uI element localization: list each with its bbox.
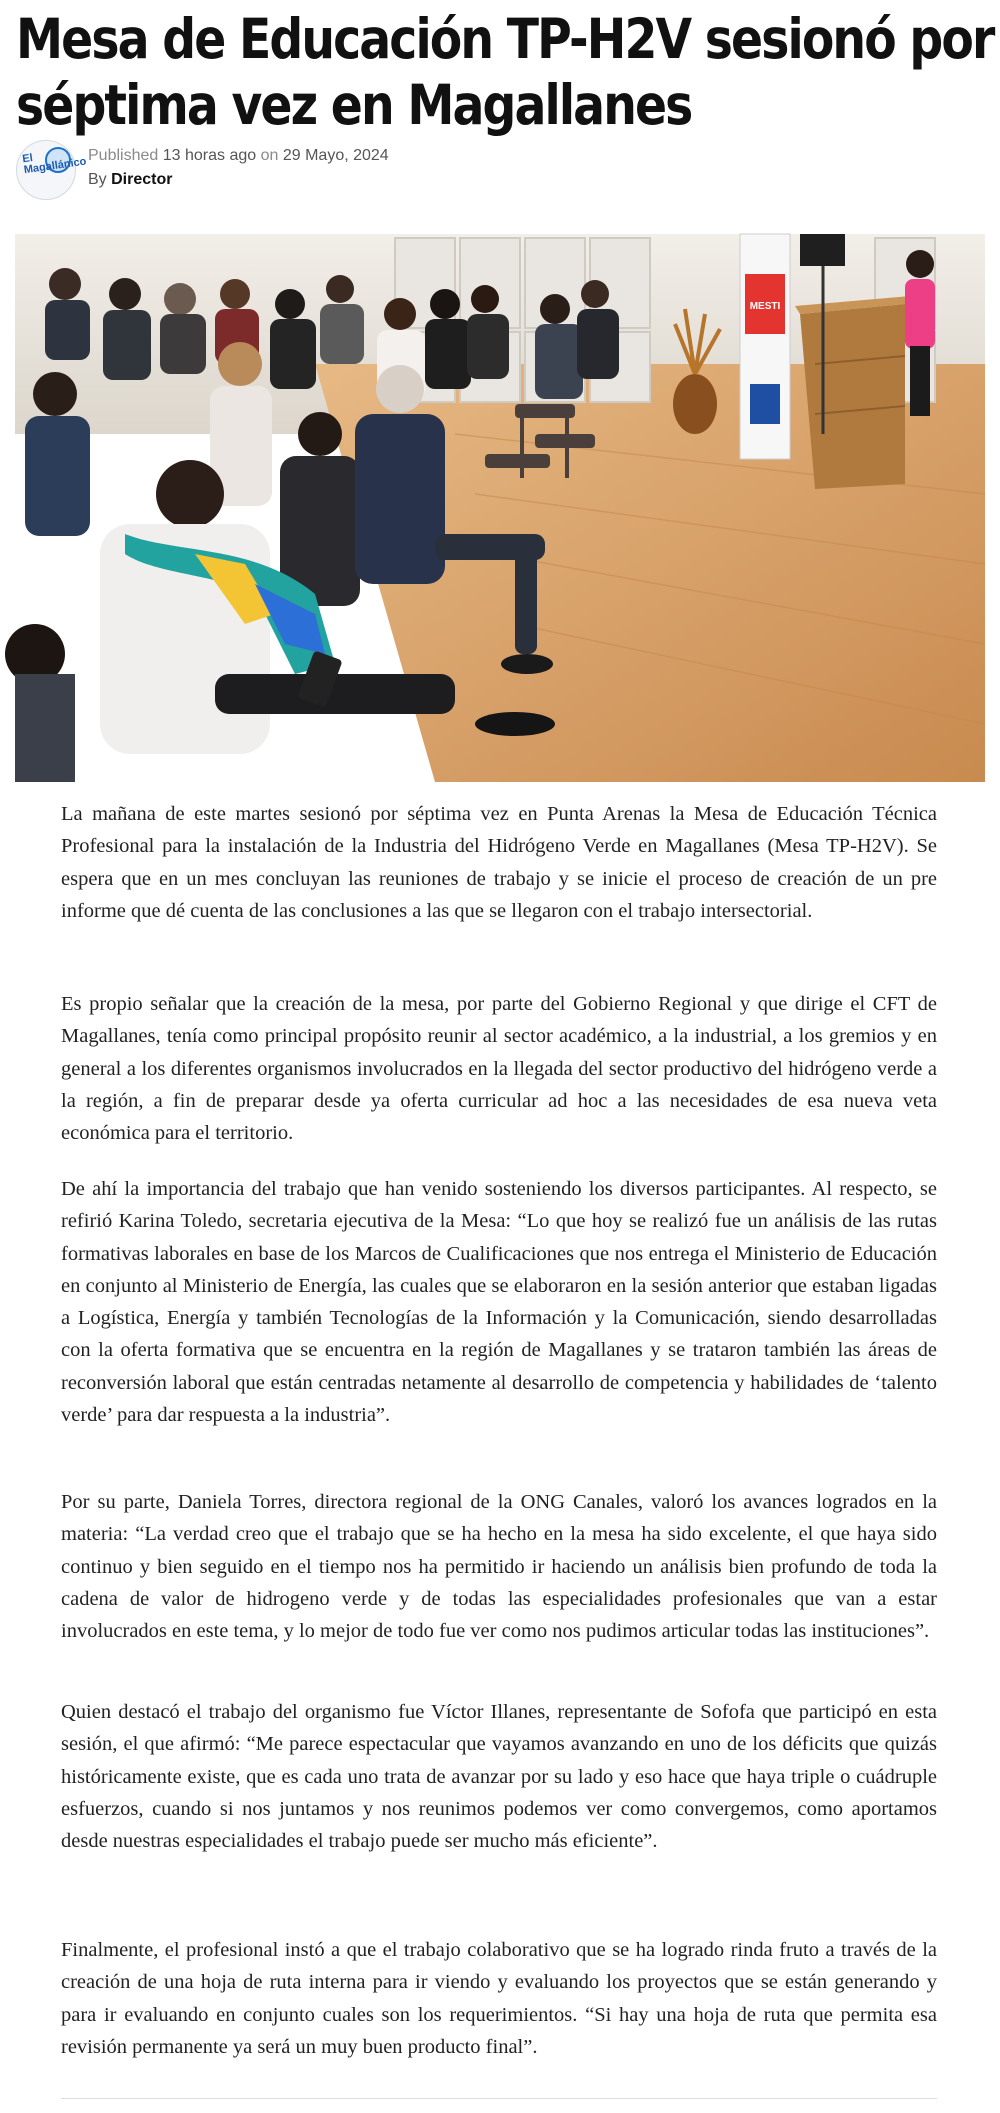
article-paragraph: Quien destacó el trabajo del organismo fue Víctor Illanes, representante de Sofofa que participó en esta sesión, el que afirmó: “Me parece espectacular que vayamos avanzando en uno de los déficits que quizás históricamente existe, que es cada uno trata de avanzar por su lado y eso hace que haya triple o cuádruple esfuerzos, cuando si nos juntamos y nos reunimos podemos ver como convergemos, como aportamos desde nuestras especialidades el trabajo puede ser mucho más eficiente”. — [61, 1701, 937, 1853]
publisher-logo[interactable] — [16, 140, 88, 200]
article-paragraph: Finalmente, el profesional instó a que el trabajo colaborativo que se ha logrado rinda fruto a través de la creación de una hoja de ruta interna para ir viendo y evaluando los proyectos que se están generando y para ir evaluando en conjunto cuales son los requerimientos. “Si hay una hoja de ruta que permita esa revisión permanente ya será un muy buen producto final”. — [61, 1939, 937, 2058]
published-date: 29 Mayo, 2024 — [282, 147, 389, 164]
banner-text: MESTI — [749, 301, 781, 312]
headline-line-1: Mesa de Educación TP-H2V sesionó por — [16, 7, 994, 71]
author-link[interactable]: Director — [111, 171, 173, 188]
publisher-logo-text: El Magallánico — [21, 152, 88, 177]
published-label: Published — [88, 147, 159, 164]
by-label: By — [88, 171, 107, 188]
article-headline — [16, 6, 994, 138]
article-paragraph: La mañana de este martes sesionó por séptima vez en Punta Arenas la Mesa de Educación Técnica Profesional para la instalación de la Industria del Hidrógeno Verde en Magallanes (Mesa TP-H2V). Se espera que en un mes concluyan las reuniones de trabajo y se inicie el proceso de creación de un pre informe que dé cuenta de las conclusiones a las que se llegaron con el trabajo intersectorial. — [61, 803, 937, 922]
author-line — [88, 168, 389, 192]
article-paragraph: Por su parte, Daniela Torres, directora regional de la ONG Canales, valoró los avances logrados en la materia: “La verdad creo que el trabajo que se ha hecho en la mesa ha sido excelente, el que haya sido continuo y bien seguido en el tiempo nos ha permitido ir haciendo un análisis bien profundo de toda la cadena de valor de hidrogeno verde y de todas las especialidades profesionales que van a estar involucrados en este tema, y lo mejor de todo fue ver como nos pudimos articular todas las instituciones”. — [61, 1491, 937, 1643]
on-label: on — [260, 147, 279, 164]
article-divider — [61, 2098, 937, 2099]
headline-line-2: séptima vez en Magallanes — [16, 73, 692, 137]
roll-up-banner — [740, 234, 790, 459]
published-relative: 13 horas ago — [162, 147, 257, 164]
featured-image — [15, 234, 985, 782]
article-paragraph: De ahí la importancia del trabajo que han venido sosteniendo los diversos participantes. Al respecto, se refirió Karina Toledo, secretaria ejecutiva de la Mesa: “Lo que hoy se realizó fue un análisis de las rutas formativas laborales en base de los Marcos de Cualificaciones que nos entrega el Ministerio de Educación en conjunto al Ministerio de Energía, las cuales que se elaboraron en la sesión anterior que estaban ligadas a Logística, Energía y también Tecnologías de la Información y la Comunicación, siendo desarrolladas con la oferta formativa que se encuentra en la región de Magallanes y se trataron también las áreas de reconversión laboral que están centradas netamente al desarrollo de competencia y habilidades de ‘talento verde’ para dar respuesta a la industria”. — [61, 1178, 937, 1427]
event-photo — [15, 234, 985, 782]
article-byline — [16, 138, 716, 202]
post-meta — [88, 144, 389, 192]
published-line — [88, 144, 389, 168]
article-paragraph: Es propio señalar que la creación de la mesa, por parte del Gobierno Regional y que dirige el CFT de Magallanes, tenía como principal propósito reunir al sector académico, a la industrial, a los gremios y en general a los diferentes organismos involucrados en la llegada del sector productivo del hidrógeno verde a la región, a fin de preparar desde ya oferta curricular ad hoc a las necesidades de esa nueva veta económica para el territorio. — [61, 993, 937, 1145]
